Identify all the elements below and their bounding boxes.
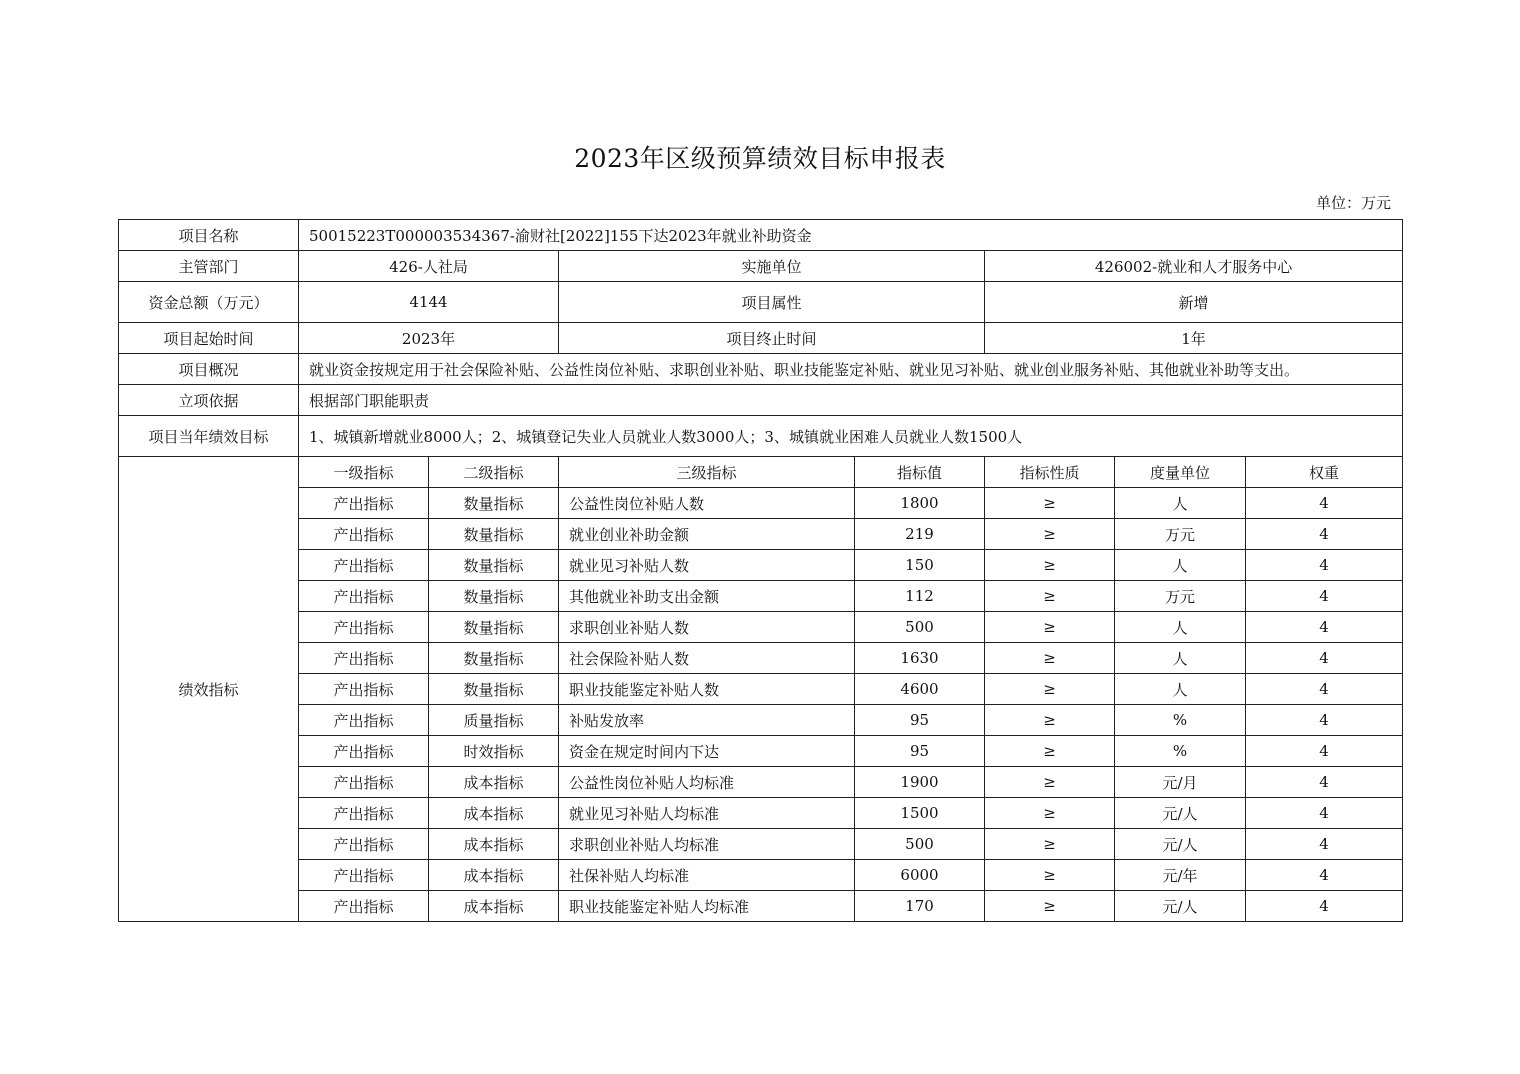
cell-level2: 数量指标	[429, 550, 559, 581]
cell-level3: 公益性岗位补贴人数	[559, 488, 855, 519]
table-row	[119, 643, 1403, 674]
cell-level3: 职业技能鉴定补贴人数	[559, 674, 855, 705]
cell-value: 6000	[855, 860, 985, 891]
cell-unit: 元/月	[1115, 767, 1246, 798]
cell-nature: ≥	[985, 488, 1115, 519]
cell-level1: 产出指标	[299, 612, 429, 643]
cell-level2: 成本指标	[429, 798, 559, 829]
cell-level3: 资金在规定时间内下达	[559, 736, 855, 767]
cell-level3: 补贴发放率	[559, 705, 855, 736]
table-row	[119, 829, 1403, 860]
cell-weight: 4	[1246, 550, 1403, 581]
cell-level3: 公益性岗位补贴人均标准	[559, 767, 855, 798]
cell-level1: 产出指标	[299, 519, 429, 550]
goal-label: 项目当年绩效目标	[119, 416, 299, 457]
cell-value: 500	[855, 612, 985, 643]
cell-level1: 产出指标	[299, 581, 429, 612]
cell-unit: 元/人	[1115, 798, 1246, 829]
table-row-department	[119, 251, 1403, 282]
cell-level3: 就业创业补助金额	[559, 519, 855, 550]
cell-level1: 产出指标	[299, 798, 429, 829]
impl-label: 实施单位	[559, 251, 985, 282]
cell-nature: ≥	[985, 891, 1115, 922]
cell-level1: 产出指标	[299, 643, 429, 674]
cell-level2: 成本指标	[429, 860, 559, 891]
cell-unit: 人	[1115, 612, 1246, 643]
cell-nature: ≥	[985, 643, 1115, 674]
dept-label: 主管部门	[119, 251, 299, 282]
table-row	[119, 612, 1403, 643]
perf-label: 绩效指标	[119, 457, 299, 922]
cell-level1: 产出指标	[299, 674, 429, 705]
cell-nature: ≥	[985, 581, 1115, 612]
cell-weight: 4	[1246, 767, 1403, 798]
cell-weight: 4	[1246, 736, 1403, 767]
cell-value: 95	[855, 736, 985, 767]
cell-level3: 职业技能鉴定补贴人均标准	[559, 891, 855, 922]
cell-weight: 4	[1246, 798, 1403, 829]
cell-level3: 就业见习补贴人均标准	[559, 798, 855, 829]
project-name-value: 50015223T000003534367-渝财社[2022]155下达2023年就业补助资金	[299, 220, 1403, 251]
impl-value: 426002-就业和人才服务中心	[985, 251, 1403, 282]
cell-nature: ≥	[985, 736, 1115, 767]
header-level2: 二级指标	[429, 457, 559, 488]
cell-level2: 时效指标	[429, 736, 559, 767]
cell-unit: %	[1115, 736, 1246, 767]
header-value: 指标值	[855, 457, 985, 488]
cell-level2: 成本指标	[429, 829, 559, 860]
cell-unit: 人	[1115, 643, 1246, 674]
table-row	[119, 705, 1403, 736]
cell-level1: 产出指标	[299, 736, 429, 767]
cell-value: 1800	[855, 488, 985, 519]
table-row-project-name	[119, 220, 1403, 251]
table-row-goal	[119, 416, 1403, 457]
cell-level2: 数量指标	[429, 519, 559, 550]
header-nature: 指标性质	[985, 457, 1115, 488]
header-level1: 一级指标	[299, 457, 429, 488]
cell-level3: 其他就业补助支出金额	[559, 581, 855, 612]
cell-weight: 4	[1246, 860, 1403, 891]
cell-unit: 元/人	[1115, 829, 1246, 860]
header-unit: 度量单位	[1115, 457, 1246, 488]
cell-value: 112	[855, 581, 985, 612]
cell-level2: 数量指标	[429, 581, 559, 612]
cell-level2: 数量指标	[429, 488, 559, 519]
table-row	[119, 736, 1403, 767]
cell-nature: ≥	[985, 860, 1115, 891]
table-row	[119, 550, 1403, 581]
attr-value: 新增	[985, 282, 1403, 323]
overview-label: 项目概况	[119, 354, 299, 385]
attr-label: 项目属性	[559, 282, 985, 323]
cell-level1: 产出指标	[299, 550, 429, 581]
cell-weight: 4	[1246, 519, 1403, 550]
cell-unit: 人	[1115, 674, 1246, 705]
cell-value: 1630	[855, 643, 985, 674]
cell-level1: 产出指标	[299, 860, 429, 891]
table-row	[119, 798, 1403, 829]
start-value: 2023年	[299, 323, 559, 354]
cell-unit: 元/人	[1115, 891, 1246, 922]
cell-level1: 产出指标	[299, 829, 429, 860]
cell-level2: 数量指标	[429, 612, 559, 643]
cell-level1: 产出指标	[299, 891, 429, 922]
header-level3: 三级指标	[559, 457, 855, 488]
table-row-basis	[119, 385, 1403, 416]
table-row	[119, 767, 1403, 798]
cell-unit: 万元	[1115, 519, 1246, 550]
table-row-overview	[119, 354, 1403, 385]
cell-unit: 人	[1115, 550, 1246, 581]
cell-unit: 人	[1115, 488, 1246, 519]
cell-nature: ≥	[985, 705, 1115, 736]
table-row	[119, 488, 1403, 519]
cell-nature: ≥	[985, 674, 1115, 705]
cell-nature: ≥	[985, 612, 1115, 643]
cell-level3: 社保补贴人均标准	[559, 860, 855, 891]
cell-value: 4600	[855, 674, 985, 705]
cell-weight: 4	[1246, 891, 1403, 922]
cell-value: 500	[855, 829, 985, 860]
cell-value: 95	[855, 705, 985, 736]
cell-level3: 求职创业补贴人均标准	[559, 829, 855, 860]
cell-value: 150	[855, 550, 985, 581]
cell-nature: ≥	[985, 767, 1115, 798]
table-row-period	[119, 323, 1403, 354]
cell-weight: 4	[1246, 581, 1403, 612]
fund-value: 4144	[299, 282, 559, 323]
cell-weight: 4	[1246, 488, 1403, 519]
cell-weight: 4	[1246, 612, 1403, 643]
cell-value: 170	[855, 891, 985, 922]
end-label: 项目终止时间	[559, 323, 985, 354]
cell-value: 1500	[855, 798, 985, 829]
basis-value: 根据部门职能职责	[299, 385, 1403, 416]
fund-label: 资金总额（万元）	[119, 282, 299, 323]
cell-level2: 成本指标	[429, 891, 559, 922]
cell-level2: 质量指标	[429, 705, 559, 736]
start-label: 项目起始时间	[119, 323, 299, 354]
project-name-label: 项目名称	[119, 220, 299, 251]
cell-unit: 万元	[1115, 581, 1246, 612]
table-row	[119, 674, 1403, 705]
cell-weight: 4	[1246, 705, 1403, 736]
cell-level1: 产出指标	[299, 705, 429, 736]
performance-target-table	[118, 219, 1403, 922]
basis-label: 立项依据	[119, 385, 299, 416]
cell-level3: 就业见习补贴人数	[559, 550, 855, 581]
cell-level2: 数量指标	[429, 643, 559, 674]
cell-weight: 4	[1246, 829, 1403, 860]
goal-value: 1、城镇新增就业8000人；2、城镇登记失业人员就业人数3000人；3、城镇就业困难人员就业人数1500人	[299, 416, 1403, 457]
cell-value: 1900	[855, 767, 985, 798]
page-title: 2023年区级预算绩效目标申报表	[574, 144, 946, 173]
cell-level1: 产出指标	[299, 488, 429, 519]
cell-weight: 4	[1246, 674, 1403, 705]
cell-weight: 4	[1246, 643, 1403, 674]
table-row	[119, 581, 1403, 612]
unit-label: 单位：万元	[1315, 194, 1391, 212]
table-row-perf-header	[119, 457, 1403, 488]
table-row-fund	[119, 282, 1403, 323]
table-row	[119, 519, 1403, 550]
cell-nature: ≥	[985, 798, 1115, 829]
cell-unit: 元/年	[1115, 860, 1246, 891]
table-row	[119, 891, 1403, 922]
header-weight: 权重	[1246, 457, 1403, 488]
cell-unit: %	[1115, 705, 1246, 736]
end-value: 1年	[985, 323, 1403, 354]
cell-nature: ≥	[985, 550, 1115, 581]
cell-value: 219	[855, 519, 985, 550]
table-row	[119, 860, 1403, 891]
overview-value: 就业资金按规定用于社会保险补贴、公益性岗位补贴、求职创业补贴、职业技能鉴定补贴、就业见习补贴、就业创业服务补贴、其他就业补助等支出。	[299, 354, 1403, 385]
cell-nature: ≥	[985, 829, 1115, 860]
cell-level3: 求职创业补贴人数	[559, 612, 855, 643]
cell-nature: ≥	[985, 519, 1115, 550]
cell-level3: 社会保险补贴人数	[559, 643, 855, 674]
dept-value: 426-人社局	[299, 251, 559, 282]
cell-level2: 数量指标	[429, 674, 559, 705]
cell-level1: 产出指标	[299, 767, 429, 798]
cell-level2: 成本指标	[429, 767, 559, 798]
